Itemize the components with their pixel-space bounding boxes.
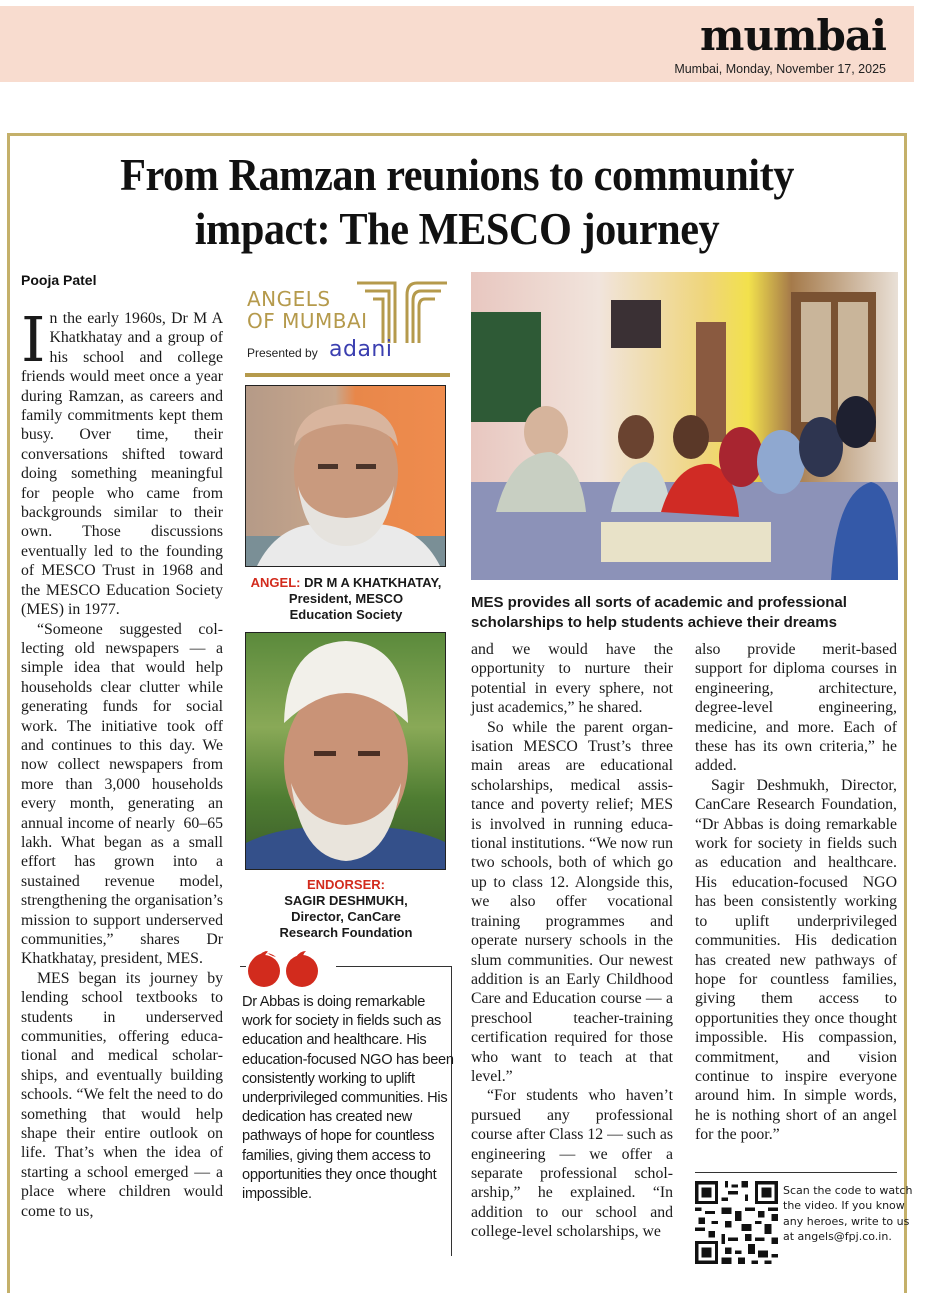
portrait-illustration [246, 386, 446, 567]
qr-code-icon[interactable] [695, 1181, 778, 1264]
logo-divider [245, 373, 450, 377]
headline [39, 148, 876, 256]
paragraph: also provide merit-based support for diploma courses in engineering, architecture, degree-level engineering, medicine, and more. Each of these has its own criteria,” he added. [695, 641, 897, 775]
paragraph: MES began its journey by lending school textbooks to students in underserved communities, offering educational and medical scholarships, and eventually building schools. “We felt the need to do something that would help shape their entire outlook on life. That’s when the idea of starting a school emerged — a place where children would come to us, [21, 969, 223, 1220]
masthead-brand: mumbai [700, 11, 886, 60]
qr-divider [695, 1172, 897, 1173]
angel-portrait-photo [245, 385, 446, 567]
article-column-4 [695, 640, 897, 1145]
photo-caption: MES provides all sorts of academic and professional scholarships to help students achieve their dreams [471, 594, 847, 631]
presented-by-label: Presented by [247, 346, 318, 360]
logo-line-2: OF MUMBAI [247, 309, 368, 333]
paragraph: and we would have the opportunity to nurture their potential in every sphere, not just academics,” he shared. [471, 641, 673, 717]
angel-name: DR M A KHATKHATAY, [304, 575, 442, 590]
paragraph: “Someone suggested collecting old newspapers — a simple idea that would help households clear clutter while generating funds for social work. The initiative took off and continues to this day. We now collect newspapers from more than 3,000 households every month, generating an annual income of nearly 60–65 lakh. What began as a small effort has grown into a sustained revenue model, strengthening the organisation’s mission to support underserved communities,” shares Dr Khatkhatay, president, MES. [21, 620, 223, 968]
pull-quote-text: Dr Abbas is doing remarkable work for society in fields such as education and healthcare. His education-focused NGO has been consistently working to uplift underprivileged communities. His dedication has created new pathways of hope for countless families, giving them access to opportunities they once thought impossible. [242, 994, 454, 1203]
logo-wordmark [247, 288, 368, 332]
angel-label: ANGEL: [250, 575, 301, 590]
dateline: Mumbai, Monday, November 17, 2025 [674, 62, 886, 76]
angel-title-1: President, MESCO [288, 591, 404, 606]
article-column-3 [471, 640, 673, 1242]
paragraph: Sagir Deshmukh, Director, CanCare Research Foundation, “Dr Abbas is doing remarkable work for society in fields such as education and healthcare. His education-focused NGO has been consistently working to uplift underprivileged communities. His dedication has created new pathways of hope for countless families, giving them access to opportunities they once thought impossible. His compassion, commitment, and vision continue to inspire everyone around him. In simple words, he is nothing short of an angel for the poor.” [695, 776, 897, 1144]
byline: Pooja Patel [21, 272, 97, 288]
endorser-portrait-photo [245, 632, 446, 870]
angel-title-2: Education Society [289, 607, 403, 622]
masthead-banner [0, 6, 914, 82]
angels-of-mumbai-logo [245, 275, 450, 371]
sponsor-logo: adani [329, 337, 393, 362]
endorser-caption [240, 877, 452, 941]
article-column-1 [21, 303, 223, 1221]
portrait-illustration [246, 633, 446, 870]
drop-cap: I [21, 303, 46, 376]
quote-marks-icon [246, 951, 336, 987]
endorser-name: SAGIR DESHMUKH, [284, 893, 408, 908]
paragraph: So while the parent organisation MESCO Trust’s three main areas are educational scholarships, medical assistance and poverty relief; MES is involved in running educational institutions. “We now run two schools, both of which go up to class 12. Alongside this, we also offer vocational training programmes and operate nursery schools in the slum communities. Our newest addition is an Early Childhood Care and Education course — a preschool teacher-training certification required for those who want to teach at that level.” [471, 718, 673, 1085]
scholarship-meeting-photo [471, 272, 898, 580]
group-photo-illustration [471, 272, 898, 580]
headline-line-1: From Ramzan reunions to community [120, 150, 794, 200]
endorser-title-1: Director, CanCare [291, 909, 401, 924]
paragraph [21, 303, 223, 620]
endorser-label: ENDORSER: [306, 877, 385, 892]
paragraph-text: n the early 1960s, Dr M A Khatkhatay and a group of his school and college friends would meet once a year during Ramzan, as careers and family commitments kept them busy. Over time, their conversations shifted toward doing something meaningful for people who came from backgrounds similar to their own. Those discussions eventually led to the founding of MESCO Trust in 1968 and the MESCO Education Society (MES) in 1977. [21, 310, 223, 619]
wings-icon [355, 275, 450, 345]
endorser-title-2: Research Foundation [279, 925, 413, 940]
logo-line-1: ANGELS [247, 287, 331, 311]
paragraph: “For students who haven’t pursued any professional course after Class 12 — such as engineering — we offer a separate professional scholarship,” he explained. “In addition to our school and college-level scholarships, we [471, 1087, 673, 1241]
angel-caption [240, 575, 452, 623]
headline-line-2: impact: The MESCO journey [194, 204, 720, 254]
qr-instructions: Scan the code to watch the video. If you know any heroes, write to us at angels@fpj.co.in. [783, 1184, 913, 1244]
